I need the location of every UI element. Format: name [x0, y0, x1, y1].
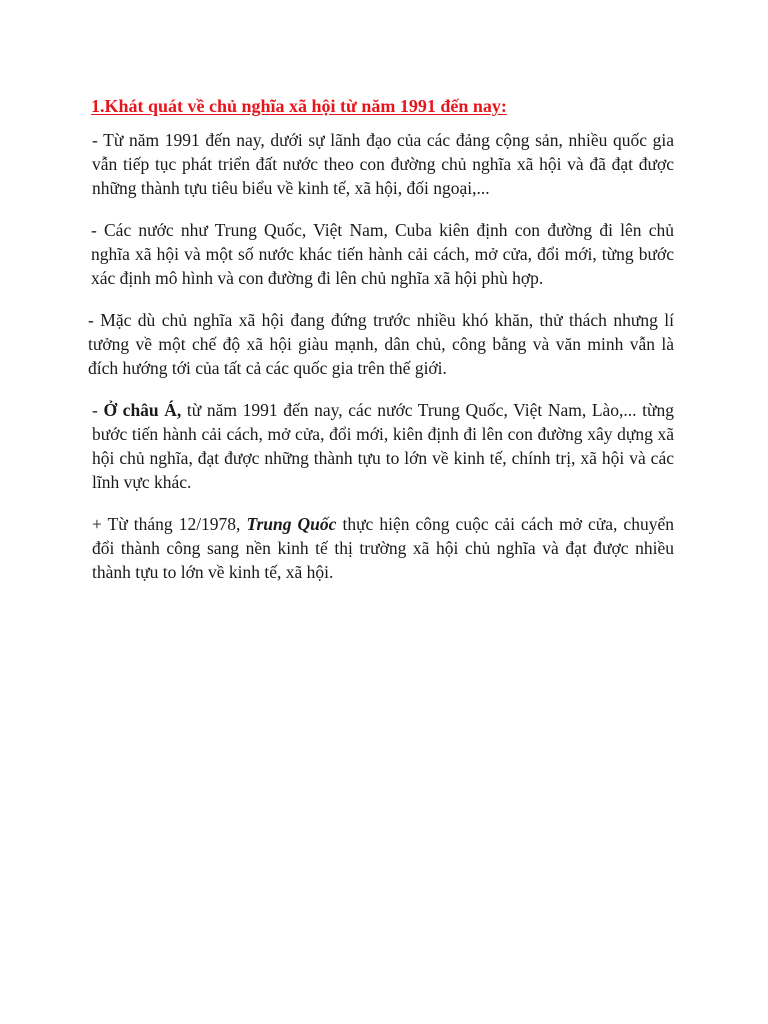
paragraph-3: - Mặc dù chủ nghĩa xã hội đang đứng trước nhiều khó khăn, thử thách nhưng lí tưởng về một chế độ xã hội giàu mạnh, dân chủ, công bằng và văn minh vẫn là đích hướng tới của tất cả các quốc gia trên thế giới.: [88, 310, 674, 378]
paragraph-5-text: thực hiện công cuộc cải cách mở cửa, chuyển đổi thành công sang nền kinh tế thị trường xã hội chủ nghĩa và đạt được nhiều thành tựu to lớn về kinh tế, xã hội.: [92, 514, 674, 582]
paragraph-4-text: từ năm 1991 đến nay, các nước Trung Quốc, Việt Nam, Lào,... từng bước tiến hành cải cách, mở cửa, đổi mới, kiên định đi lên con đường xây dựng xã hội chủ nghĩa, đạt được những thành tựu to lớn về kinh tế, chính trị, xã hội và các lĩnh vực khác.: [92, 400, 675, 492]
paragraph-1: - Từ năm 1991 đến nay, dưới sự lãnh đạo của các đảng cộng sản, nhiều quốc gia vẫn tiếp tục phát triển đất nước theo con đường chủ nghĩa xã hội và đã đạt được những thành tựu tiêu biểu về kinh tế, xã hội, đối ngoại,...: [92, 130, 674, 198]
document-page: [88, 94, 675, 602]
paragraph-4-prefix: -: [92, 400, 104, 420]
section-heading: 1.Khát quát về chủ nghĩa xã hội từ năm 1991 đến nay:: [91, 96, 507, 116]
paragraph-5-bold-italic: Trung Quốc: [246, 514, 337, 534]
paragraph-5: [91, 512, 674, 584]
paragraph-4-bold: Ở châu Á,: [103, 400, 182, 420]
paragraph-4: [91, 398, 674, 494]
paragraph-5-prefix: + Từ tháng 12/1978,: [92, 514, 247, 534]
paragraph-2: - Các nước như Trung Quốc, Việt Nam, Cuba kiên định con đường đi lên chủ nghĩa xã hội và một số nước khác tiến hành cải cách, mở cửa, đổi mới, từng bước xác định mô hình và con đường đi lên chủ nghĩa xã hội phù hợp.: [91, 220, 674, 288]
